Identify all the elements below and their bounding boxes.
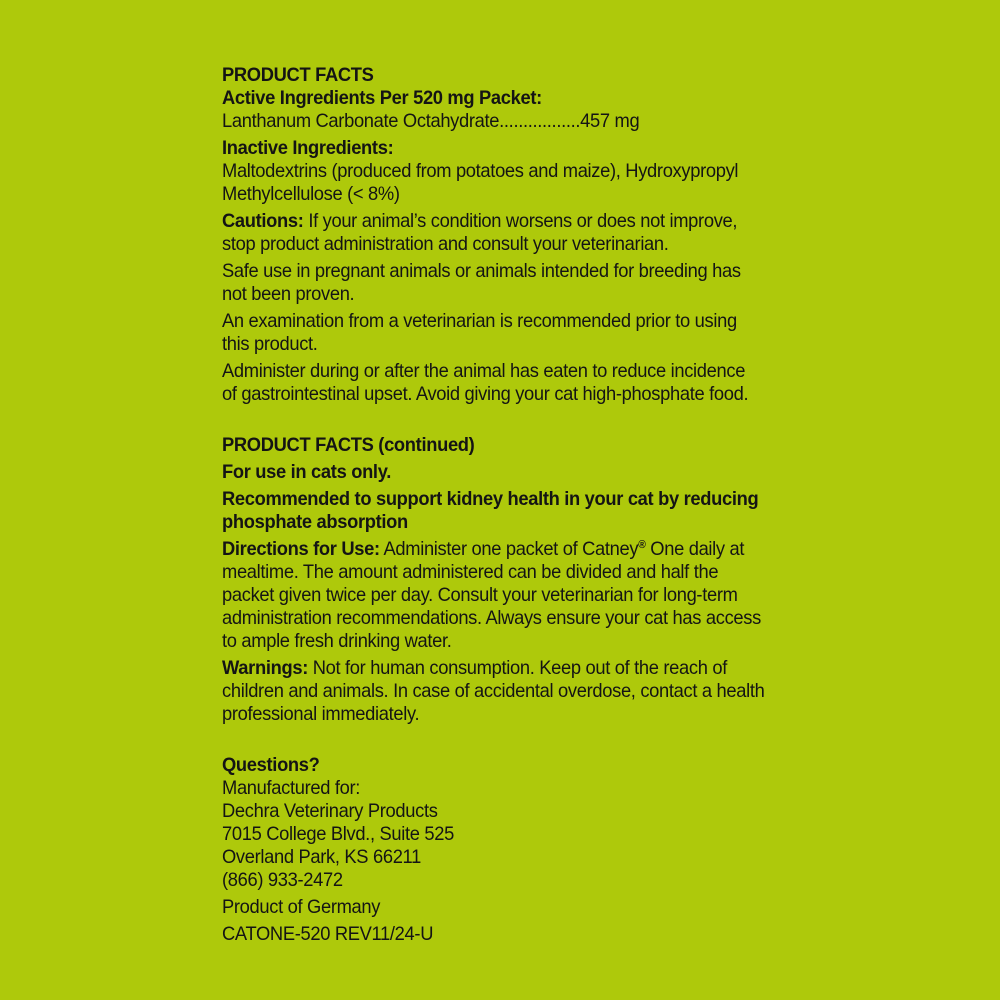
company-name: Dechra Veterinary Products bbox=[222, 800, 438, 822]
directions-line-3: packet given twice per day. Consult your veterinarian for long-term bbox=[222, 584, 738, 606]
warnings-line-1 bbox=[222, 657, 824, 680]
product-facts-continued-heading: PRODUCT FACTS (continued) bbox=[222, 434, 475, 456]
street-address: 7015 College Blvd., Suite 525 bbox=[222, 823, 454, 845]
inactive-ingredients-line-2: Methylcellulose (< 8%) bbox=[222, 183, 400, 205]
administer-line-2: of gastrointestinal upset. Avoid giving your cat high-phosphate food. bbox=[222, 383, 749, 405]
manufactured-for-line: Manufactured for: bbox=[222, 777, 361, 799]
directions-text-a: Administer one packet of Catney bbox=[379, 538, 639, 560]
product-code: CATONE-520 REV11/24-U bbox=[222, 923, 434, 945]
product-facts-heading: PRODUCT FACTS bbox=[222, 64, 374, 86]
directions-line-2: mealtime. The amount administered can be divided and half the bbox=[222, 561, 719, 583]
contact-section bbox=[222, 754, 824, 946]
warnings-line-3: professional immediately. bbox=[222, 703, 420, 725]
directions-text-b: One daily at bbox=[645, 538, 745, 560]
cats-only-line: For use in cats only. bbox=[222, 461, 391, 483]
questions-heading: Questions? bbox=[222, 754, 320, 776]
inactive-ingredients-line-1: Maltodextrins (produced from potatoes and maize), Hydroxypropyl bbox=[222, 160, 739, 182]
active-ingredients-heading: Active Ingredients Per 520 mg Packet: bbox=[222, 87, 542, 109]
city-state-zip: Overland Park, KS 66211 bbox=[222, 846, 421, 868]
pregnant-line-2: not been proven. bbox=[222, 283, 355, 305]
directions-line-5: to ample fresh drinking water. bbox=[222, 630, 452, 652]
phone-number: (866) 933-2472 bbox=[222, 869, 343, 891]
product-facts-continued-section bbox=[222, 434, 824, 726]
product-facts-section bbox=[222, 64, 824, 406]
inactive-ingredients-heading: Inactive Ingredients: bbox=[222, 137, 394, 159]
cautions-line-2: stop product administration and consult your veterinarian. bbox=[222, 233, 669, 255]
cautions-line-1 bbox=[222, 210, 824, 233]
origin-line: Product of Germany bbox=[222, 896, 381, 918]
cautions-label: Cautions: bbox=[222, 210, 304, 232]
registered-mark: ® bbox=[638, 539, 646, 551]
directions-line-1 bbox=[222, 538, 824, 561]
exam-line-1: An examination from a veterinarian is recommended prior to using bbox=[222, 310, 737, 332]
label-text-block bbox=[222, 64, 824, 946]
cautions-text: If your animal’s condition worsens or does not improve, bbox=[303, 210, 738, 232]
warnings-label: Warnings: bbox=[222, 657, 308, 679]
directions-label: Directions for Use: bbox=[222, 538, 380, 560]
recommended-line-1: Recommended to support kidney health in your cat by reducing bbox=[222, 488, 759, 510]
directions-line-4: administration recommendations. Always ensure your cat has access bbox=[222, 607, 761, 629]
administer-line-1: Administer during or after the animal has eaten to reduce incidence bbox=[222, 360, 746, 382]
warnings-line-2: children and animals. In case of accidental overdose, contact a health bbox=[222, 680, 765, 702]
warnings-text: Not for human consumption. Keep out of the reach of bbox=[307, 657, 727, 679]
exam-line-2: this product. bbox=[222, 333, 318, 355]
pregnant-line-1: Safe use in pregnant animals or animals intended for breeding has bbox=[222, 260, 741, 282]
active-ingredient-line: Lanthanum Carbonate Octahydrate.................457 mg bbox=[222, 110, 640, 132]
recommended-line-2: phosphate absorption bbox=[222, 511, 408, 533]
